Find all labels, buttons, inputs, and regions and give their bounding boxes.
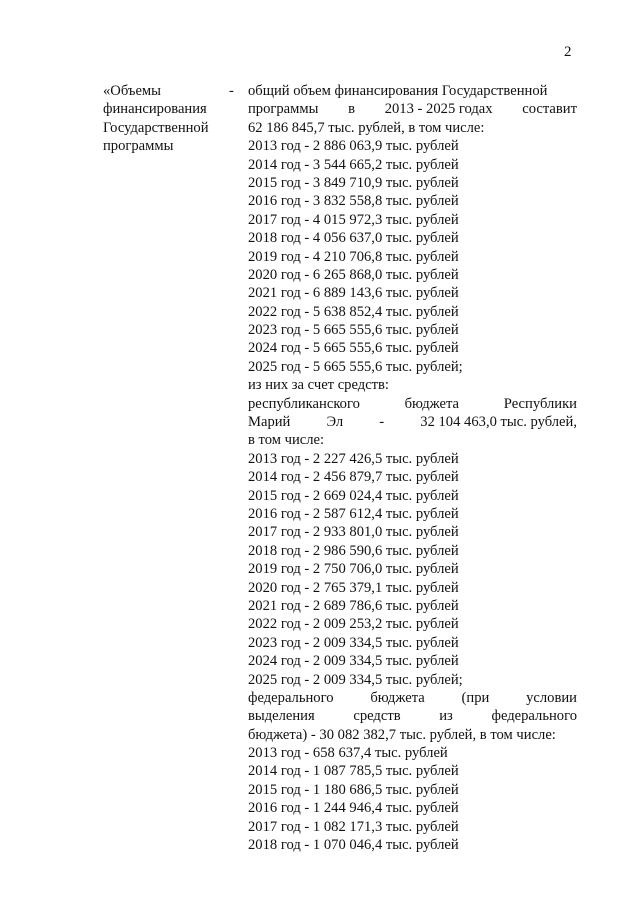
year-amount-line: 2018 год - 2 986 590,6 тыс. рублей [248,542,459,559]
year-amount-line: 2017 год - 1 082 171,3 тыс. рублей [248,818,459,835]
intro-justified-line [248,100,577,118]
republic-line: в том числе: [248,432,325,449]
year-amount-line: 2013 год - 2 886 063,9 тыс. рублей [248,138,459,155]
year-amount-line: 2018 год - 1 070 046,4 тыс. рублей [248,837,459,854]
year-amount-line: 2020 год - 6 265 868,0 тыс. рублей [248,266,459,283]
word: из [439,708,453,725]
word: бюджета [404,395,460,412]
financing-description [248,82,577,854]
year-amount-line: 2023 год - 5 665 555,6 тыс. рублей [248,322,459,339]
total-by-year-list [248,137,577,376]
republic-by-year-list [248,450,577,689]
year-amount-line: 2019 год - 4 210 706,8 тыс. рублей [248,248,459,265]
label-line: финансирования [103,101,207,118]
year-amount-line: 2016 год - 2 587 612,4 тыс. рублей [248,505,459,522]
word: (при [461,689,490,706]
sources-intro: из них за счет средств: [248,377,389,394]
year-amount-line: 2019 год - 2 750 706,0 тыс. рублей [248,561,459,578]
republic-justified-line [248,413,577,431]
year-amount-line: 2014 год - 3 544 665,2 тыс. рублей [248,156,459,173]
word: - [379,414,385,431]
intro-line: 62 186 845,7 тыс. рублей, в том числе: [248,119,485,136]
year-amount-line: 2024 год - 5 665 555,6 тыс. рублей [248,340,459,357]
year-amount-line: 2021 год - 2 689 786,6 тыс. рублей [248,597,459,614]
year-amount-line: 2014 год - 2 456 879,7 тыс. рублей [248,469,459,486]
word: Эл [326,414,344,431]
page-number: 2 [564,44,572,60]
year-amount-line: 2013 год - 2 227 426,5 тыс. рублей [248,450,459,467]
federal-line: бюджета) - 30 082 382,7 тыс. рублей, в том числе: [248,726,556,743]
year-amount-line: 2016 год - 1 244 946,4 тыс. рублей [248,800,459,817]
word: республиканского [248,395,360,412]
word: в [348,101,356,118]
year-amount-line: 2020 год - 2 765 379,1 тыс. рублей [248,579,459,596]
word: составит [522,101,577,118]
word: федерального [491,708,577,725]
word: условии [526,689,577,706]
word: выделения [248,708,315,725]
word: бюджета [370,689,425,706]
federal-by-year-list [248,744,577,854]
federal-justified-line [248,707,577,725]
word: федерального [248,689,334,706]
word: Марий [248,414,291,431]
year-amount-line: 2015 год - 3 849 710,9 тыс. рублей [248,174,459,191]
year-amount-line: 2023 год - 2 009 334,5 тыс. рублей [248,634,459,651]
year-amount-line: 2016 год - 3 832 558,8 тыс. рублей [248,193,459,210]
word: программы [248,101,319,118]
year-amount-line: 2022 год - 5 638 852,4 тыс. рублей [248,303,459,320]
label-line: Государственной [103,119,209,136]
year-amount-line: 2024 год - 2 009 334,5 тыс. рублей [248,653,459,670]
year-amount-line: 2017 год - 2 933 801,0 тыс. рублей [248,524,459,541]
year-amount-line: 2018 год - 4 056 637,0 тыс. рублей [248,230,459,247]
year-amount-line: 2014 год - 1 087 785,5 тыс. рублей [248,763,459,780]
year-amount-line: 2013 год - 658 637,4 тыс. рублей [248,745,448,762]
year-amount-line: 2025 год - 5 665 555,6 тыс. рублей; [248,358,463,375]
year-amount-line: 2015 год - 2 669 024,4 тыс. рублей [248,487,459,504]
label-line: «Объемы [103,83,161,99]
year-amount-line: 2025 год - 2 009 334,5 тыс. рублей; [248,671,463,688]
word: 32 104 463,0 тыс. рублей, [420,414,577,431]
passport-row-label [103,82,221,156]
year-amount-line: 2022 год - 2 009 253,2 тыс. рублей [248,616,459,633]
label-line: программы [103,138,174,155]
year-amount-line: 2017 год - 4 015 972,3 тыс. рублей [248,211,459,228]
year-amount-line: 2021 год - 6 889 143,6 тыс. рублей [248,285,459,302]
word: Республики [503,395,577,412]
word: 2013 - 2025 годах [384,101,493,118]
year-amount-line: 2015 год - 1 180 686,5 тыс. рублей [248,781,459,798]
federal-justified-line [248,689,577,707]
republic-justified-line [248,395,577,413]
word: средств [353,708,401,725]
intro-line: общий объем финансирования Государственной [248,83,548,99]
label-separator-dash: - [229,83,234,99]
